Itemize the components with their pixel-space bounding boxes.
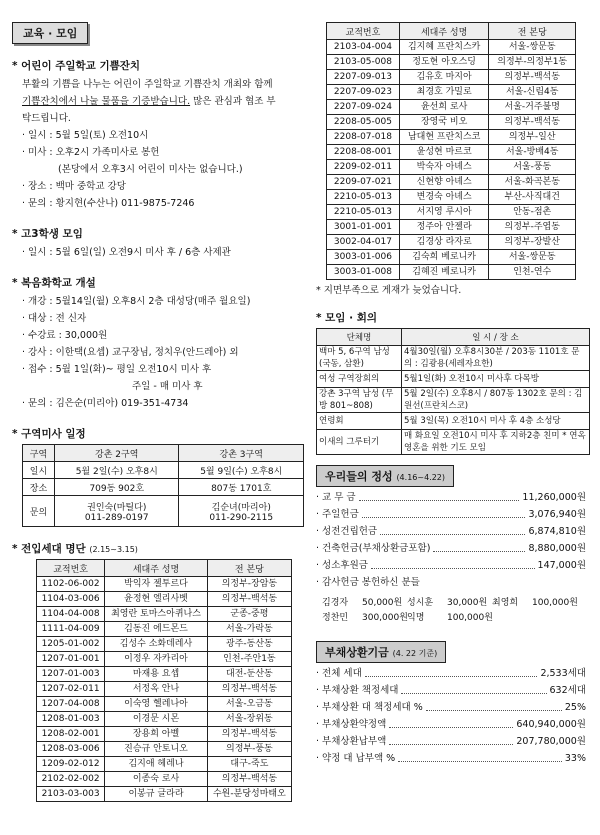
table-cell: 3001-01-001 bbox=[327, 220, 400, 235]
table-cell: 1102-06-002 bbox=[37, 577, 105, 592]
table-cell: 1208-02-001 bbox=[37, 727, 105, 742]
table-cell: 매 화요일 오전10시 미사 후 지하2층 친미 * 연옥영혼을 위한 기도 모임 bbox=[402, 430, 590, 455]
item-label: · 부채상환약정액 bbox=[316, 719, 387, 730]
table-row bbox=[37, 560, 292, 577]
table-cell: 일시 bbox=[23, 462, 55, 479]
item-label: · 부채상환 대 책정세대 % bbox=[316, 702, 423, 713]
donor-amount bbox=[532, 610, 582, 623]
table-cell: 1207-01-003 bbox=[37, 667, 105, 682]
table-row bbox=[23, 445, 304, 462]
table-cell: 여성 구역장회의 bbox=[317, 371, 402, 388]
donor-amount: 30,000원 bbox=[447, 598, 488, 608]
item-label: · 건축헌금(부채상환금포함) bbox=[316, 543, 431, 554]
table-cell: 2208-07-018 bbox=[327, 130, 400, 145]
table-cell: 의정부-백석동 bbox=[207, 772, 291, 787]
table-cell: 백마 5, 6구역 남성 (국동, 삼환) bbox=[317, 346, 402, 371]
section-tab-education: 교육 · 모임 bbox=[12, 22, 88, 44]
table-cell: 윤성현 마르코 bbox=[399, 145, 489, 160]
item-label: · 약정 대 납부액 % bbox=[316, 753, 396, 764]
newcomers-heading: * 전입세대 명단 (2.15~3.15) bbox=[12, 543, 138, 555]
table-cell: 의정부-백석동 bbox=[489, 115, 576, 130]
table-cell: 2207-09-023 bbox=[327, 85, 400, 100]
donor-amount: 300,000원 bbox=[362, 613, 408, 623]
table-cell: 이새의 그루터기 bbox=[317, 430, 402, 455]
item-value: 147,000원 bbox=[537, 560, 586, 571]
table-cell: 5월 9일(수) 오후8시 bbox=[179, 462, 304, 479]
item-label: · 부채상환납부액 bbox=[316, 736, 387, 747]
table-row bbox=[327, 160, 576, 175]
table-cell: 대전-둔산동 bbox=[207, 667, 291, 682]
table-cell: 서울-쌍문동 bbox=[489, 250, 576, 265]
table-row bbox=[327, 250, 576, 265]
table-row bbox=[327, 40, 576, 55]
table-cell: 김숙희 베로니카 bbox=[399, 250, 489, 265]
dotted-leader bbox=[365, 665, 538, 677]
table-cell: 2103-05-008 bbox=[327, 55, 400, 70]
item-value: 640,940,000원 bbox=[516, 719, 586, 730]
table-cell: 인천-연수 bbox=[489, 265, 576, 280]
offering-heading: 우리들의 정성 (4.16~4.22) bbox=[316, 465, 454, 487]
table-cell: 서울-장위동 bbox=[207, 712, 291, 727]
item-label: · 주일헌금 bbox=[316, 509, 359, 520]
item-label: · 부채상환 책정세대 bbox=[316, 685, 399, 696]
debt-list bbox=[316, 665, 586, 767]
table-cell: 서울-신림4동 bbox=[489, 85, 576, 100]
dotted-leader bbox=[401, 682, 546, 694]
list-item bbox=[316, 750, 586, 767]
table-cell: 2103-03-003 bbox=[37, 787, 105, 802]
dotted-leader bbox=[362, 506, 526, 518]
bible-line-6: 주일 - 매 미사 후 bbox=[132, 381, 203, 392]
table-cell: 김유호 마지아 bbox=[399, 70, 489, 85]
district-mass-heading: * 구역미사 일정 bbox=[12, 428, 86, 440]
thanks-heading: · 감사헌금 봉헌하신 분들 bbox=[316, 577, 420, 588]
table-cell: 안동-점촌 bbox=[489, 205, 576, 220]
table-cell: 807동 1701호 bbox=[179, 479, 304, 496]
table-row bbox=[37, 712, 292, 727]
table-cell: 김지애 헤레나 bbox=[105, 757, 208, 772]
table-cell: 강촌 3구역 남성 (무방 801~808) bbox=[317, 388, 402, 413]
table-cell: 5월1일(화) 오전10시 미사후 다목방 bbox=[402, 371, 590, 388]
table-row bbox=[327, 265, 576, 280]
item-label: · 성전건립헌금 bbox=[316, 526, 378, 537]
table-row bbox=[327, 55, 576, 70]
table-row bbox=[37, 682, 292, 697]
table-cell: 군종-중평 bbox=[207, 607, 291, 622]
donor-name: 김경자 bbox=[322, 598, 349, 608]
list-item bbox=[316, 682, 586, 699]
bible-line-4: · 강사 : 이한택(요셉) 교구장님, 정치우(안드레아) 외 bbox=[22, 347, 239, 358]
table-cell: 1209-02-012 bbox=[37, 757, 105, 772]
table-cell: 1104-03-006 bbox=[37, 592, 105, 607]
table-cell: 5월 2일(수) 오후8시 bbox=[55, 462, 179, 479]
table-cell: 의정부-백석동 bbox=[207, 727, 291, 742]
table-row bbox=[37, 742, 292, 757]
list-item bbox=[316, 716, 586, 733]
table-row bbox=[327, 70, 576, 85]
table-row bbox=[327, 190, 576, 205]
table-cell: 이숙영 헬레나아 bbox=[105, 697, 208, 712]
table-row bbox=[317, 413, 590, 430]
table-cell: 의정부-장발산 bbox=[489, 235, 576, 250]
children-contact: · 문의 : 황지현(수산나) 011-9875-7246 bbox=[22, 198, 195, 209]
offering-list bbox=[316, 489, 586, 574]
left-column bbox=[12, 0, 304, 802]
table-cell: 대구-죽도 bbox=[207, 757, 291, 772]
list-item bbox=[316, 523, 586, 540]
list-item bbox=[316, 665, 586, 682]
table-cell: 서울-화곡본동 bbox=[489, 175, 576, 190]
table-cell: 부산-사직대건 bbox=[489, 190, 576, 205]
table-cell: 광주-동산동 bbox=[207, 637, 291, 652]
children-festival-intro: 부활의 기쁨을 나누는 어린이 주일학교 기쁨잔치 개최와 함께 기쁨잔치에서 나눌 물품을 기증받습니다. 많은 관심과 협조 부 탁드립니다. bbox=[22, 79, 276, 124]
bible-line-3: · 수강료 : 30,000원 bbox=[22, 330, 108, 341]
table-row bbox=[37, 787, 292, 802]
table-cell: 의정부-일산 bbox=[489, 130, 576, 145]
item-value: 207,780,000원 bbox=[516, 736, 586, 747]
meetings-heading: * 모임 · 회의 bbox=[316, 312, 378, 324]
table-cell: 이경문 시몬 bbox=[105, 712, 208, 727]
dotted-leader bbox=[398, 750, 562, 762]
donor-amount: 50,000원 bbox=[362, 598, 403, 608]
table-cell: 1208-01-003 bbox=[37, 712, 105, 727]
table-row bbox=[37, 757, 292, 772]
table-header: 강촌 2구역 bbox=[55, 445, 179, 462]
bible-line-1: · 개강 : 5월14일(월) 오후8시 2층 대성당(매주 월요일) bbox=[22, 296, 251, 307]
table-row bbox=[37, 727, 292, 742]
table-cell: 의정부-백석동 bbox=[207, 682, 291, 697]
table-header: 교적번호 bbox=[37, 560, 105, 577]
table-cell: 2103-04-004 bbox=[327, 40, 400, 55]
donor-grid bbox=[322, 595, 594, 623]
list-item bbox=[316, 699, 586, 716]
table-cell: 김성수 소화데레사 bbox=[105, 637, 208, 652]
list-item bbox=[316, 506, 586, 523]
dotted-leader bbox=[426, 699, 562, 711]
table-cell: 의정부-풍동 bbox=[207, 742, 291, 757]
table-cell: 2208-05-005 bbox=[327, 115, 400, 130]
meetings-table bbox=[316, 328, 590, 455]
table-header: 교적번호 bbox=[327, 23, 400, 40]
table-row bbox=[23, 462, 304, 479]
table-cell: 1207-04-008 bbox=[37, 697, 105, 712]
table-cell: 김순녀(마리아) 011-290-2115 bbox=[179, 496, 304, 527]
table-row bbox=[327, 145, 576, 160]
donor-name: 익명 bbox=[407, 613, 425, 623]
table-header: 세대주 성명 bbox=[399, 23, 489, 40]
table-cell: 서울-방배4동 bbox=[489, 145, 576, 160]
table-row bbox=[37, 652, 292, 667]
table-cell: 1205-01-002 bbox=[37, 637, 105, 652]
table-row bbox=[317, 388, 590, 413]
table-row bbox=[23, 496, 304, 527]
table-cell: 수원-분당성마태오 bbox=[207, 787, 291, 802]
table-cell: 2208-08-001 bbox=[327, 145, 400, 160]
table-cell: 2209-02-011 bbox=[327, 160, 400, 175]
bible-line-5: · 접수 : 5월 1일(화)~ 평일 오전10시 미사 후 bbox=[22, 364, 212, 375]
table-row bbox=[37, 697, 292, 712]
table-cell: 5월 2일(수) 오후8시 / 807동 1302호 문의 : 김원선(프란치스코) bbox=[402, 388, 590, 413]
senior-heading: * 고3학생 모임 bbox=[12, 228, 83, 240]
table-cell: 서울-풍동 bbox=[489, 160, 576, 175]
table-header: 전 본당 bbox=[207, 560, 291, 577]
table-row bbox=[23, 479, 304, 496]
dotted-leader bbox=[359, 489, 520, 501]
table-cell: 3003-01-008 bbox=[327, 265, 400, 280]
item-label: · 전체 세대 bbox=[316, 668, 362, 679]
item-value: 33% bbox=[564, 753, 586, 764]
donor-name: 최영희 bbox=[492, 598, 519, 608]
table-row bbox=[37, 577, 292, 592]
table-header: 전 본당 bbox=[489, 23, 576, 40]
table-cell: 이봉규 글라라 bbox=[105, 787, 208, 802]
table-cell: 최경호 가밀로 bbox=[399, 85, 489, 100]
table-row bbox=[327, 175, 576, 190]
table-cell: 4월30일(월) 오후8시30분 / 203동 1101호 문의 : 김광용(세레자요한) bbox=[402, 346, 590, 371]
list-item bbox=[316, 540, 586, 557]
senior-date: · 일시 : 5월 6일(일) 오전9시 미사 후 / 6층 사제관 bbox=[22, 247, 231, 258]
table-cell: 윤정현 엘리사벳 bbox=[105, 592, 208, 607]
table-row bbox=[37, 637, 292, 652]
donor-amount: 100,000원 bbox=[447, 613, 493, 623]
table-cell: 김경상 라자로 bbox=[399, 235, 489, 250]
table-cell: 정주아 안젤라 bbox=[399, 220, 489, 235]
donor-amount: 100,000원 bbox=[532, 598, 578, 608]
table-cell: 3003-01-006 bbox=[327, 250, 400, 265]
table-cell: 김지혜 프란치스카 bbox=[399, 40, 489, 55]
dotted-leader bbox=[433, 540, 525, 552]
table-cell: 의정부-장암동 bbox=[207, 577, 291, 592]
table-cell: 2207-09-024 bbox=[327, 100, 400, 115]
dotted-leader bbox=[371, 557, 535, 569]
donor-name bbox=[492, 610, 532, 623]
table-cell: 권인숙(마틸다) 011-289-0197 bbox=[55, 496, 179, 527]
table-cell: 2210-05-013 bbox=[327, 190, 400, 205]
list-item bbox=[316, 557, 586, 574]
table-cell: 장용희 아벨 bbox=[105, 727, 208, 742]
item-value: 25% bbox=[564, 702, 586, 713]
item-value: 8,880,000원 bbox=[528, 543, 586, 554]
right-column bbox=[316, 0, 594, 767]
item-label: · 교 무 금 bbox=[316, 492, 356, 503]
table-cell: 이정우 자카리아 bbox=[105, 652, 208, 667]
table-cell: 서정옥 안나 bbox=[105, 682, 208, 697]
table-row bbox=[37, 667, 292, 682]
table-cell: 박숙자 아녜스 bbox=[399, 160, 489, 175]
table-row bbox=[317, 430, 590, 455]
table-cell: 의정부-백석동 bbox=[207, 592, 291, 607]
item-label: · 성소후원금 bbox=[316, 560, 368, 571]
table-cell: 서지영 루시아 bbox=[399, 205, 489, 220]
table-cell: 윤선희 로사 bbox=[399, 100, 489, 115]
table-cell: 정도현 아오스딩 bbox=[399, 55, 489, 70]
table-header: 구역 bbox=[23, 445, 55, 462]
table-cell: 최영란 토마스아퀴나스 bbox=[105, 607, 208, 622]
table-row bbox=[37, 592, 292, 607]
table-cell: 남대현 프란치스코 bbox=[399, 130, 489, 145]
newcomers-table bbox=[36, 559, 292, 802]
table-cell: 인천-주안1동 bbox=[207, 652, 291, 667]
table-row bbox=[37, 622, 292, 637]
table-cell: 연령회 bbox=[317, 413, 402, 430]
table-cell: 진승규 안토니오 bbox=[105, 742, 208, 757]
children-mass-note: (본당에서 오후3시 어린이 미사는 없습니다.) bbox=[58, 164, 243, 175]
table-cell: 1104-04-008 bbox=[37, 607, 105, 622]
table-cell: 의정부-백석동 bbox=[489, 70, 576, 85]
children-place: · 장소 : 백마 중학교 강당 bbox=[22, 181, 126, 192]
table-cell: 2209-07-021 bbox=[327, 175, 400, 190]
table-header: 단체명 bbox=[317, 329, 402, 346]
item-value: 3,076,940원 bbox=[528, 509, 586, 520]
table-header: 일 시 / 장 소 bbox=[402, 329, 590, 346]
table-row bbox=[327, 115, 576, 130]
item-value: 6,874,810원 bbox=[528, 526, 586, 537]
district-mass-table bbox=[22, 444, 304, 527]
table-cell: 의정부-의정부1동 bbox=[489, 55, 576, 70]
table-row bbox=[327, 85, 576, 100]
table-cell: 서울-오금동 bbox=[207, 697, 291, 712]
table-row bbox=[327, 235, 576, 250]
table-row bbox=[317, 346, 590, 371]
table-cell: 김동진 에드몬드 bbox=[105, 622, 208, 637]
table-cell: 김혜진 베로니카 bbox=[399, 265, 489, 280]
table-cell: 2207-09-013 bbox=[327, 70, 400, 85]
table-cell: 의정부-주엽동 bbox=[489, 220, 576, 235]
table-cell: 5월 3일(목) 오전10시 미사 후 4층 소성당 bbox=[402, 413, 590, 430]
table-cell: 1207-01-001 bbox=[37, 652, 105, 667]
table-cell: 변경숙 아녜스 bbox=[399, 190, 489, 205]
table-cell: 709동 902호 bbox=[55, 479, 179, 496]
table-row bbox=[327, 23, 576, 40]
donor-name: 정찬민 bbox=[322, 613, 349, 623]
table-cell: 장영국 비오 bbox=[399, 115, 489, 130]
newcomers-note: * 지면부족으로 게재가 늦었습니다. bbox=[316, 285, 462, 296]
table-row bbox=[327, 130, 576, 145]
children-mass: · 미사 : 오후2시 가족미사로 봉헌 bbox=[22, 147, 160, 158]
table-cell: 문의 bbox=[23, 496, 55, 527]
table-cell: 신현향 아녜스 bbox=[399, 175, 489, 190]
table-cell: 2210-05-013 bbox=[327, 205, 400, 220]
table-row bbox=[327, 220, 576, 235]
table-cell: 1111-04-009 bbox=[37, 622, 105, 637]
bible-line-7: · 문의 : 김은순(미리아) 019-351-4734 bbox=[22, 398, 189, 409]
table-cell: 2102-02-002 bbox=[37, 772, 105, 787]
list-item bbox=[316, 489, 586, 506]
item-value: 632세대 bbox=[549, 685, 586, 696]
children-date: · 일시 : 5월 5일(토) 오전10시 bbox=[22, 130, 149, 141]
table-row bbox=[327, 205, 576, 220]
table-cell: 서울-거주불명 bbox=[489, 100, 576, 115]
bible-school-heading: * 복음화학교 개설 bbox=[12, 277, 96, 289]
table-row bbox=[37, 772, 292, 787]
table-row bbox=[37, 607, 292, 622]
table-header: 세대주 성명 bbox=[105, 560, 208, 577]
children-festival-heading: * 어린이 주일학교 기쁨잔치 bbox=[12, 60, 141, 72]
table-cell: 1208-03-006 bbox=[37, 742, 105, 757]
table-row bbox=[317, 329, 590, 346]
table-cell: 1207-02-011 bbox=[37, 682, 105, 697]
dotted-leader bbox=[380, 523, 525, 535]
table-header: 강촌 3구역 bbox=[179, 445, 304, 462]
table-row bbox=[327, 100, 576, 115]
table-cell: 마재용 요셉 bbox=[105, 667, 208, 682]
table-cell: 박익자 젤투르다 bbox=[105, 577, 208, 592]
bible-line-2: · 대상 : 전 신자 bbox=[22, 313, 87, 324]
item-value: 11,260,000원 bbox=[522, 492, 586, 503]
table-cell: 3002-04-017 bbox=[327, 235, 400, 250]
donor-name: 성시훈 bbox=[407, 598, 434, 608]
newcomers-continued-table bbox=[326, 22, 576, 280]
table-cell: 장소 bbox=[23, 479, 55, 496]
debt-heading: 부채상환기금 (4. 22 기준) bbox=[316, 641, 446, 663]
table-row bbox=[317, 371, 590, 388]
table-cell: 이종숙 로사 bbox=[105, 772, 208, 787]
dotted-leader bbox=[389, 733, 513, 745]
item-value: 2,533세대 bbox=[540, 668, 586, 679]
list-item bbox=[316, 733, 586, 750]
table-cell: 서울-쌍문동 bbox=[489, 40, 576, 55]
table-cell: 서울-가락동 bbox=[207, 622, 291, 637]
dotted-leader bbox=[389, 716, 513, 728]
